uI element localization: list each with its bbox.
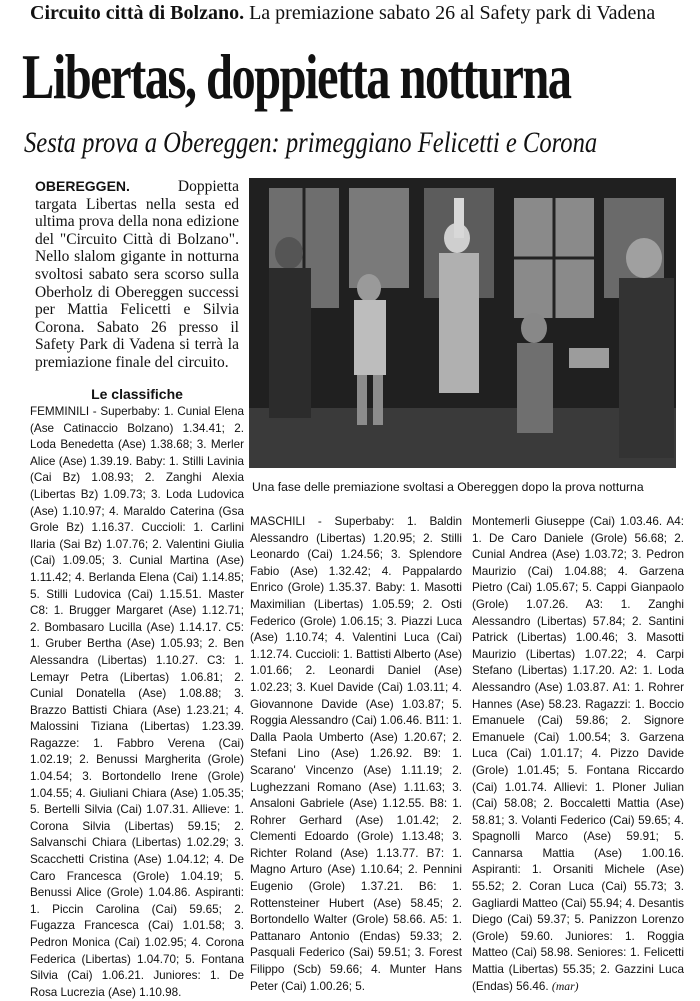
results-title: Le classifiche [91, 386, 183, 402]
author-signature: (mar) [551, 979, 579, 993]
subhead: Sesta prova a Obereggen: primeggiano Felicetti e Corona [24, 126, 598, 159]
kicker-rest: La premiazione sabato 26 al Safety park di Vadena [244, 2, 656, 24]
photo-caption: Una fase delle premiazione svoltasi a Obereggen dopo la prova notturna [252, 480, 644, 494]
ceremony-photo [249, 178, 676, 468]
dateline: OBEREGGEN. [35, 178, 130, 194]
photo-image [249, 178, 676, 468]
headline: Libertas, doppietta notturna [22, 42, 571, 112]
results-men-continued [472, 514, 684, 995]
lead-paragraph [35, 178, 239, 372]
results-women: FEMMINILI - Superbaby: 1. Cunial Elena (Ase Catinaccio Bolzano) 1.34.41; 2. Loda Benedetta (Ase) 1.38.68; 3. Merler Alice (Ase) 1.39.19. Baby: 1. Stilli Lavinia (Cai Bz) 1.08.93; 2. Zanghi Alexia (Libertas Bz) 1.09.73; 3. Loda Ludovica (Ase) 1.10.97; 4. Maraldo Caterina (Gsa Grole Bz) 1.16.37. Cuccioli: 1. Carlini Ilaria (Sai Bz) 1.07.76; 2. Valentini Giulia (Cai) 1.09.05; 3. Cunial Martina (Ase) 1.11.42; 4. Berlanda Elena (Cai) 1.14.85; 5. Stilli Ludovica (Cai) 1.15.51. Master C8: 1. Brugger Margaret (Ase) 1.12.71; 2. Bombasaro Lucilla (Ase) 1.14.17. C5: 1. Gruber Bertha (Ase) 1.05.93; 2. Ben Alessandra (Libertas) 1.10.27. C3: 1. Lemayr Petra (Libertas) 1.06.81; 2. Cunial Donatella (Ase) 1.08.88; 3. Brazzo Battisti Chiara (Ase) 1.23.21; 4. Malossini Tiziana (Libertas) 1.23.39. Ragazze: 1. Fabbro Verena (Cai) 1.02.19; 2. Benussi Margherita (Grole) 1.04.54; 3. Bortondello Irene (Grole) 1.04.55; 4. Giuliani Chiara (Ase) 1.05.35; 5. Bertelli Silvia (Cai) 1.07.31. Allieve: 1. Corona Silvia (Libertas) 59.15; 2. Salvanschi Chiara (Libertas) 1.02.29; 3. Scacchetti Cristina (Ase) 1.04.12; 4. De Caro Francesca (Grole) 1.04.19; 5. Benussi Alice (Grole) 1.04.86. Aspiranti: 1. Piccin Carolina (Cai) 59.65; 2. Fugazza Francesca (Cai) 1.01.58; 3. Pedron Monica (Cai) 1.02.95; 4. Corona Federica (Libertas) 1.04.70; 5. Fontana Silvia (Cai) 1.06.21. Juniores: 1. De Rosa Lucrezia (Ase) 1.10.98. [30, 405, 244, 999]
kicker-bold: Circuito città di Bolzano. [30, 2, 245, 24]
results-men-continued-text: Montemerli Giuseppe (Cai) 1.03.46. A4: 1. De Caro Daniele (Grole) 56.68; 2. Cunial Andrea (Ase) 1.03.72; 3. Pedron Maurizio (Cai) 1.04.88; 4. Garzena Pietro (Cai) 1.05.67; 5. Cappi Gianpaolo (Grole) 1.07.26. A3: 1. Zanghi Alessandro (Libertas) 57.84; 2. Santini Patrick (Libertas) 1.00.46; 3. Masotti Maurizio (Libertas) 1.07.22; 4. Carpi Stefano (Libertas) 1.17.20. A2: 1. Loda Alessandro (Ase) 1.03.87. A1: 1. Rohrer Hannes (Ase) 58.23. Ragazzi: 1. Boccio Emanuele (Cai) 59.86; 2. Signore Emanuele (Cai) 1.00.54; 3. Garzena Luca (Cai) 1.01.17; 4. Pizzo Davide (Grole) 1.01.45; 5. Fontana Riccardo (Cai) 1.01.74. Allievi: 1. Ploner Julian (Cai) 58.08; 2. Boccaletti Mattia (Ase) 58.81; 3. Volanti Federico (Cai) 59.65; 4. Spagnolli Marco (Ase) 59.91; 5. Cannarsa Mattia (Ase) 1.00.16. Aspiranti: 1. Orsaniti Michele (Ase) 55.52; 2. Coran Luca (Cai) 55.73; 3. Gagliardi Matteo (Cai) 55.94; 4. Desantis Diego (Cai) 59.37; 5. Panizzon Lorenzo (Grole) 59.60. Juniores: 1. Roggia Matteo (Cai) 58.98. Seniores: 1. Felicetti Mattia (Libertas) 55.35; 2. Gazzini Luca (Endas) 56.46. [472, 515, 684, 993]
results-men: MASCHILI - Superbaby: 1. Baldin Alessandro (Libertas) 1.20.95; 2. Stilli Leonardo (Cai) 1.24.56; 3. Splendore Fabio (Ase) 1.32.42; 4. Pappalardo Enrico (Grole) 1.35.37. Baby: 1. Masotti Maximilian (Libertas) 1.05.59; 2. Osti Federico (Grole) 1.06.15; 3. Piazzi Luca (Ase) 1.10.74; 4. Valentini Luca (Cai) 1.12.74. Cuccioli: 1. Battisti Alberto (Ase) 1.01.66; 2. Leonardi Daniel (Ase) 1.02.23; 3. Kuel Davide (Cai) 1.03.11; 4. Giovannone Davide (Ase) 1.03.87; 5. Roggia Alessandro (Cai) 1.06.46. B11: 1. Dalla Paola Umberto (Ase) 1.20.67; 2. Stefani Lino (Ase) 1.26.92. B9: 1. Scarano' Vincenzo (Ase) 1.11.19; 2. Lughezzani Romano (Ase) 1.11.63; 3. Ansaloni Gabriele (Ase) 1.12.55. B8: 1. Rohrer Gerhard (Ase) 1.01.42; 2. Clementi Edoardo (Grole) 1.13.48; 3. Richter Roland (Ase) 1.13.77. B7: 1. Magno Arturo (Ase) 1.10.64; 2. Pennini Eugenio (Grole) 1.37.21. B6: 1. Rottensteiner Hubert (Ase) 58.45; 2. Bortondello Walter (Grole) 58.66. A5: 1. Pattanaro Antonio (Endas) 59.33; 2. Pasquali Federico (Sai) 59.51; 3. Forest Filippo (Scb) 59.66; 4. Munter Hans Peter (Cai) 1.00.26; 5. [250, 515, 462, 993]
lead-text: Doppietta targata Libertas nella sesta ed ultima prova della nona edizione del "Circuito Città di Bolzano". Nello slalom gigante in notturna svoltosi sabato sera scorso sulla Oberholz di Obereggen successi per Mattia Felicetti e Silvia Corona. Sabato 26 presso il Safety Park di Vadena si terrà la premiazione finale del circuito. [35, 178, 239, 371]
kicker [30, 2, 690, 25]
